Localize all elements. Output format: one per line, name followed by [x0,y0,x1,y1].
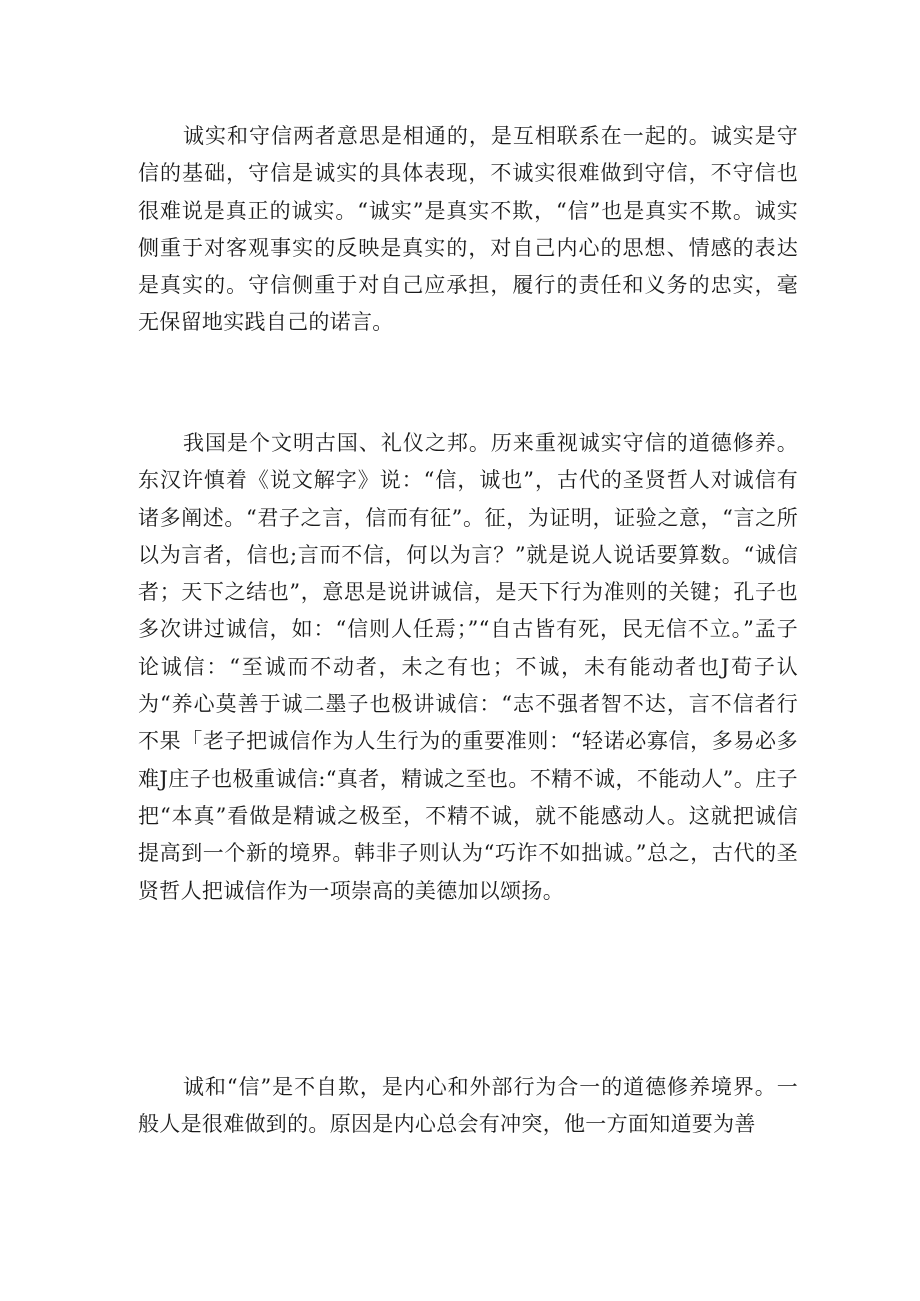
paragraph-ancient-sages-on-integrity: 我国是个文明古国、礼仪之邦。历来重视诚实守信的道德修养。东汉许慎着《说文解字》说：“信，诚也”，古代的圣贤哲人对诚信有诸多阐述。“君子之言，信而有征”。征，为证明，证验之意，“言之所以为言者，信也;言而不信，何以为言？”就是说人说话要算数。“诚信者；天下之结也”，意思是说讲诚信，是天下行为准则的关键；孔子也多次讲过诚信，如：“信则人任焉；”“自古皆有死，民无信不立。”孟子论诚信：“至诚而不动者，未之有也；不诚，未有能动者也J荀子认为“养心莫善于诚二墨子也极讲诚信：“志不强者智不达，言不信者行不果「老子把诚信作为人生行为的重要准则：“轻诺必寡信，多易必多难J庄子也极重诚信:“真者，精诚之至也。不精不诚，不能动人”。庄子把“本真”看做是精诚之极至，不精不诚，就不能感动人。这就把诚信提高到一个新的境界。韩非子则认为“巧诈不如拙诚。”总之，古代的圣贤哲人把诚信作为一项崇高的美德加以颂扬。 [138,431,798,903]
paragraph-honesty-and-trust: 诚实和守信两者意思是相通的，是互相联系在一起的。诚实是守信的基础，守信是诚实的具体表现，不诚实很难做到守信，不守信也很难说是真正的诚实。“诚实”是真实不欺，“信”也是真实不欺。诚实侧重于对客观事实的反映是真实的，对自己内心的思想、情感的表达是真实的。守信侧重于对自己应承担，履行的责任和义务的忠实，毫无保留地实践自己的诺言。 [138,124,798,335]
paragraph-inner-and-outer-unity: 诚和“信”是不自欺，是内心和外部行为合一的道德修养境界。一般人是很难做到的。原因是内心总会有冲突，他一方面知道要为善 [138,1075,798,1137]
